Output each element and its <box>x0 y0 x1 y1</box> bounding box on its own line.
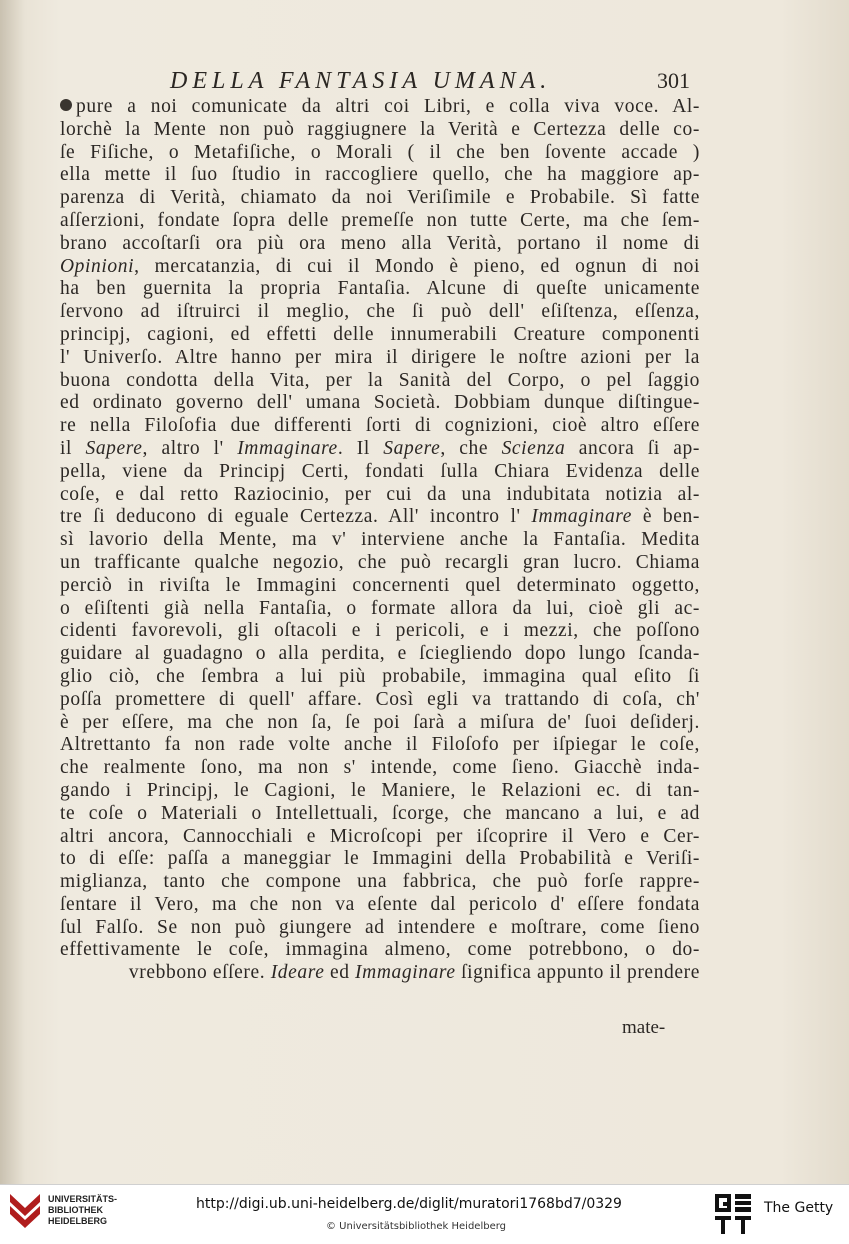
text-line: pure a noi comunicate da altri coi Libri, e colla viva voce. Al- <box>60 96 700 119</box>
text-line: Altrettanto fa non rade volte anche il Filoſofo per iſpiegar le coſe, <box>60 734 700 756</box>
text-line: parenza di Verità, chiamato da noi Veriſimile e Probabile. Sì fatte <box>60 187 700 209</box>
text-line: tre ſi deducono di eguale Certezza. All' incontro l' Immaginare è ben- <box>60 506 700 528</box>
text-line: cidenti favorevoli, gli oſtacoli e i pericoli, e i mezzi, che poſſono <box>60 620 700 642</box>
running-head <box>170 68 690 98</box>
text-line: aſſerzioni, fondate ſopra delle premeſſe non tutte Certe, ma che ſem- <box>60 209 700 231</box>
text-line: o eſiſtenti già nella Fantaſia, o formate allora da lui, cioè gli ac- <box>60 597 700 619</box>
viewer-footer <box>0 1184 849 1244</box>
text-line: vrebbono eſſere. Ideare ed Immaginare ſignifica appunto il prendere <box>128 962 700 984</box>
text-line: ſe Fiſiche, o Metafiſiche, o Morali ( il che ben ſovente accade ) <box>60 141 700 163</box>
body-text <box>60 96 700 985</box>
text-line: ha ben guernita la propria Fantaſia. Alcune di queſte unicamente <box>60 278 700 300</box>
copyright-notice: © Universitätsbibliothek Heidelberg <box>326 1221 507 1232</box>
text-line: gando i Principj, le Cagioni, le Maniere, le Relazioni ec. di tan- <box>60 779 700 801</box>
text-line: perciò in riviſta le Immagini concernenti quel determinato oggetto, <box>60 574 700 596</box>
text-line: to di eſſe: paſſa a maneggiar le Immagini della Probabilità e Veriſi- <box>60 848 700 870</box>
ink-mark-icon <box>60 99 72 111</box>
text-line: il Sapere, altro l' Immaginare. Il Sapere, che Scienza ancora ſi ap- <box>60 437 700 459</box>
getty-label: The Getty <box>764 1200 834 1216</box>
text-line: glio ciò, che ſembra a lui più probabile, immagina qual eſito ſi <box>60 665 700 687</box>
permalink-url[interactable]: http://digi.ub.uni-heidelberg.de/diglit/muratori1768bd7/0329 <box>196 1196 622 1212</box>
text-line: coſe, e dal retto Raziocinio, per cui da una indubitata notizia al- <box>60 483 700 505</box>
text-line: l' Univerſo. Altre hanno per mira il dirigere le noſtre azioni per la <box>60 346 700 368</box>
text-line: Opinioni, mercatanzia, di cui il Mondo è pieno, ed ognun di noi <box>60 255 700 277</box>
text-line: ſul Falſo. Se non può giungere ad intendere e moſtrare, come ſieno <box>60 916 700 938</box>
text-line: ella mette il ſuo ſtudio in raccogliere quello, che ha maggiore ap- <box>60 164 700 186</box>
text-line: miglianza, tanto che compone una fabbrica, che può forſe rappre- <box>60 871 700 893</box>
text-line: principj, cagioni, ed effetti delle innumerabili Creature componenti <box>60 323 700 345</box>
text-line: guidare al guadagno o alla perdita, e ſciegliendo dopo lungo ſcanda- <box>60 643 700 665</box>
heidelberg-library-logo[interactable] <box>8 1192 42 1230</box>
text-line: ed ordinato governo dell' umana Società. Dobbiam dunque diſtingue- <box>60 392 700 414</box>
text-line: un trafficante qualche negozio, che può recargli gran lucro. Chiama <box>60 551 700 573</box>
text-line: re nella Filoſofia due differenti ſorti di cognizioni, cioè altro eſſere <box>60 415 700 437</box>
text-line: buona condotta della Vita, per la Sanità del Corpo, o pel ſaggio <box>60 369 700 391</box>
text-line: sì lavorio della Mente, ma v' interviene anche la Fantaſia. Medita <box>60 529 700 551</box>
text-line: lorchè la Mente non può raggiugnere la Verità e Certezza delle co- <box>60 118 700 140</box>
library-name: UNIVERSITÄTS- BIBLIOTHEK HEIDELBERG <box>48 1194 118 1226</box>
text-line: effettivamente le coſe, immagina almeno, come potrebbono, o do- <box>60 939 700 961</box>
text-line: altri ancora, Cannocchiali e Microſcopi per iſcoprire il Vero e Cer- <box>60 825 700 847</box>
text-line: che realmente ſono, ma non s' intende, come ſieno. Giacchè inda- <box>60 757 700 779</box>
text-line: poſſa promettere di quell' affare. Così egli va trattando di coſa, ch' <box>60 688 700 710</box>
catchword: mate- <box>622 1017 666 1038</box>
text-line: ſentare il Vero, ma che non va eſente dal pericolo d' eſſere fondata <box>60 893 700 915</box>
getty-logo-icon[interactable] <box>713 1192 753 1236</box>
text-line: te coſe o Materiali o Intellettuali, ſcorge, che mancano a lui, e ad <box>60 802 700 824</box>
text-line: brano accoſtarſi ora più ora meno alla Verità, portano il nome di <box>60 232 700 254</box>
text-line: pella, viene da Principj Certi, fondati ſulla Chiara Evidenza delle <box>60 460 700 482</box>
text-line: ſervono ad iſtruirci il meglio, che ſi può dell' eſiſtenza, eſſenza, <box>60 301 700 323</box>
page-number: 301 <box>657 68 690 93</box>
running-head-title: DELLA FANTASIA UMANA. <box>170 68 552 94</box>
text-line: è per eſſere, ma che non ſa, ſe poi ſarà a miſura de' ſuoi deſiderj. <box>60 711 700 733</box>
